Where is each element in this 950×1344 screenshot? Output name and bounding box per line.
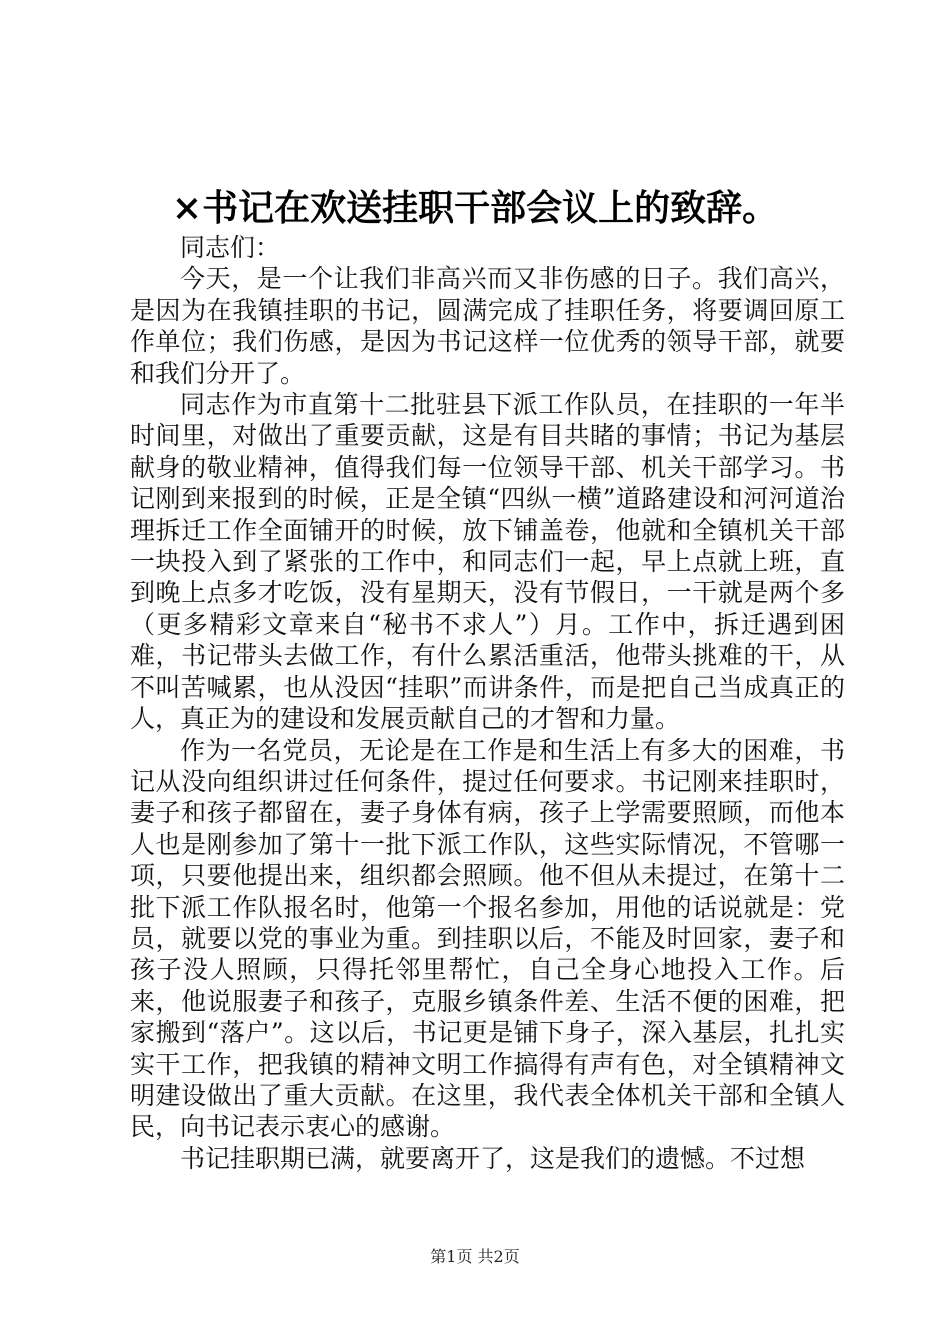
salutation: 同志们：: [180, 233, 281, 262]
paragraph: 今天，是一个让我们非高兴而又非伤感的日子。我们高兴，是因为在我镇挂职的书记，圆满完成了挂职任务，将要调回原工作单位；我们伤感，是因为书记这样一位优秀的领导干部，就要和我们分开了。: [130, 264, 845, 388]
page-footer: 第1页 共2页: [430, 1247, 520, 1266]
document-body: [130, 232, 845, 1174]
paragraph: 书记挂职期已满，就要离开了，这是我们的遗憾。不过想: [180, 1143, 806, 1173]
paragraph: 同志作为市直第十二批驻县下派工作队员，在挂职的一年半时间里，对做出了重要贡献，这是有目共睹的事情；书记为基层献身的敬业精神，值得我们每一位领导干部、机关干部学习。书记刚到来报到的时候，正是全镇“四纵一横”道路建设和河河道治理拆迁工作全面铺开的时候，放下铺盖卷，他就和全镇机关干部一块投入到了紧张的工作中，和同志们一起，早上点就上班，直到晚上点多才吃饭，没有星期天，没有节假日，一干就是两个多（更多精彩文章来自“秘书不求人”）月。工作中，拆迁遇到困难，书记带头去做工作，有什么累活重活，他带头挑难的干，从不叫苦喊累，也从没因“挂职”而讲条件，而是把自己当成真正的人，真正为的建设和发展贡献自己的才智和力量。: [130, 390, 845, 734]
paragraph: 作为一名党员，无论是在工作是和生活上有多大的困难，书记从没向组织讲过任何条件，提过任何要求。书记刚来挂职时，妻子和孩子都留在，妻子身体有病，孩子上学需要照顾，而他本人也是刚参加了第十一批下派工作队，这些实际情况，不管哪一项，只要他提出来，组织都会照顾。他不但从未提过，在第十二批下派工作队报名时，他第一个报名参加，用他的话说就是：党员，就要以党的事业为重。到挂职以后，不能及时回家，妻子和孩子没人照顾，只得托邻里帮忙，自己全身心地投入工作。后来，他说服妻子和孩子，克服乡镇条件差、生活不便的困难，把家搬到“落户”。这以后，书记更是铺下身子，深入基层，扎扎实实干工作，把我镇的精神文明工作搞得有声有色，对全镇精神文明建设做出了重大贡献。在这里，我代表全体机关干部和全镇人民，向书记表示衷心的感谢。: [130, 735, 845, 1142]
document-title: ×书记在欢送挂职干部会议上的致辞。: [171, 187, 779, 229]
